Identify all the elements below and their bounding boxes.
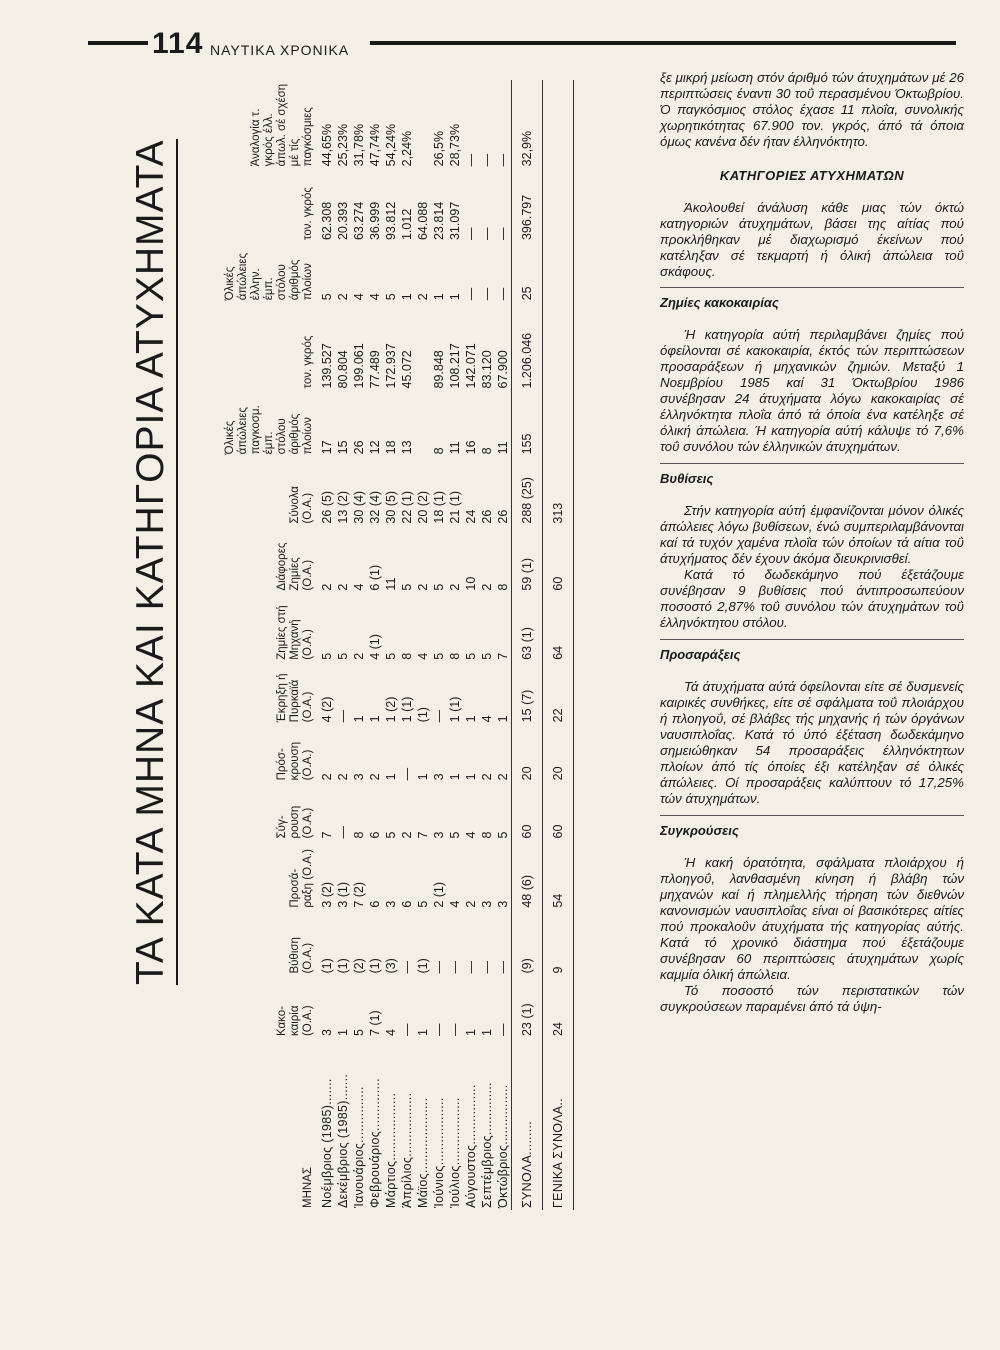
value-cell: 3 bbox=[384, 900, 398, 908]
column-header: Κακο- καιρία (Ο.Α.) bbox=[276, 1005, 314, 1037]
value-cell: 60 bbox=[512, 782, 543, 840]
value-cell: 5 bbox=[496, 831, 510, 839]
month-cell: Νοέμβριος (1985)....... bbox=[320, 1078, 334, 1208]
value-cell: 64 bbox=[543, 593, 574, 662]
value-cell: 172.937 bbox=[384, 343, 398, 389]
value-cell: 2,24% bbox=[400, 130, 414, 167]
value-cell: 2 bbox=[464, 900, 478, 908]
value-cell: (1) bbox=[416, 958, 430, 974]
value-cell: 2 bbox=[336, 583, 350, 591]
value-cell: 9 bbox=[543, 910, 574, 976]
value-cell: 313 bbox=[543, 456, 574, 525]
accidents-table bbox=[195, 80, 574, 1210]
value-cell: 5 bbox=[384, 652, 398, 660]
month-cell: ΣΥΝΟΛΑ......... bbox=[512, 1038, 543, 1210]
value-cell: 5 bbox=[448, 831, 462, 839]
value-cell: 6 bbox=[368, 900, 382, 908]
value-cell: 199.061 bbox=[352, 343, 366, 389]
value-cell: 83.120 bbox=[480, 350, 494, 389]
column-header: Ζημίες στή Μηχανή (Ο.Α.) bbox=[276, 605, 314, 660]
value-cell: (9) bbox=[512, 910, 543, 976]
column-header: Διάφορες Ζημίες (Ο.Α.) bbox=[276, 542, 314, 591]
table-row bbox=[351, 80, 367, 1210]
month-cell: Δεκέμβριος (1985)....... bbox=[336, 1073, 350, 1208]
tot-row bbox=[512, 80, 543, 1210]
value-cell: 6 bbox=[368, 831, 382, 839]
column-header: Σύγ- ρουση (Ο.Α.) bbox=[276, 805, 314, 839]
value-cell: 11 bbox=[496, 441, 510, 455]
value-cell: 5 bbox=[400, 583, 414, 591]
value-cell: 2 bbox=[416, 293, 430, 301]
month-cell: Ίούνιος.................. bbox=[432, 1097, 446, 1208]
value-cell: 3 bbox=[480, 900, 494, 908]
value-cell: — bbox=[480, 961, 494, 974]
value-cell: 20.393 bbox=[336, 201, 350, 241]
value-cell: 4 (2) bbox=[320, 696, 334, 723]
month-cell: ΓΕΝΙΚΑ ΣΥΝΟΛΑ.. bbox=[543, 1038, 574, 1210]
value-cell: 2 bbox=[320, 583, 334, 591]
table-row bbox=[431, 80, 447, 1210]
value-cell: 54 bbox=[543, 840, 574, 909]
table-row bbox=[479, 80, 495, 1210]
value-cell: 1 (1) bbox=[400, 696, 414, 723]
value-cell bbox=[543, 168, 574, 242]
value-cell: 64.088 bbox=[416, 201, 430, 241]
value-cell: 8 bbox=[432, 447, 446, 455]
value-cell: 25,23% bbox=[336, 123, 350, 167]
value-cell: 10 bbox=[464, 576, 478, 591]
value-cell: 5 bbox=[384, 831, 398, 839]
paragraph-sinkings-1: Στήν κατηγορία αύτή έμφανίζονται μόνον όλικές άπώλειες λόγω βυθίσεων, ένώ συμπεριλαμβάνονται καί τά τυχόν χαμένα πλοΐα τών όποίων τά αίτια τοΰ άτυχήματος δέν έχουν άκόμα διευκρινισθεί. bbox=[660, 503, 964, 566]
value-cell: 54,24% bbox=[384, 123, 398, 167]
value-cell: 2 bbox=[368, 773, 382, 781]
value-cell: 4 bbox=[480, 715, 494, 723]
value-cell: 36.999 bbox=[368, 201, 382, 241]
value-cell bbox=[543, 302, 574, 390]
value-cell: 20 (2) bbox=[416, 490, 430, 524]
value-cell: 60 bbox=[543, 782, 574, 840]
value-cell: 2 bbox=[336, 293, 350, 301]
value-cell: 2 bbox=[352, 652, 366, 660]
month-cell: Άπρίλιος................. bbox=[400, 1092, 414, 1208]
value-cell: 1 bbox=[496, 715, 510, 723]
value-cell: 25 bbox=[512, 242, 543, 302]
value-cell: 1 bbox=[432, 293, 446, 301]
value-cell bbox=[543, 391, 574, 457]
value-cell: — bbox=[432, 961, 446, 974]
table-row bbox=[447, 80, 463, 1210]
table-row bbox=[383, 80, 399, 1210]
value-cell: 5 bbox=[464, 652, 478, 660]
value-cell: 1 bbox=[448, 773, 462, 781]
value-cell: 5 bbox=[336, 652, 350, 660]
value-cell: — bbox=[464, 227, 478, 241]
value-cell: 1 bbox=[480, 1029, 494, 1037]
value-cell: 26 (5) bbox=[320, 490, 334, 524]
value-cell: — bbox=[336, 825, 350, 839]
value-cell: — bbox=[496, 961, 510, 974]
value-cell: 2 bbox=[320, 773, 334, 781]
value-cell: 3 bbox=[352, 773, 366, 781]
value-cell: 89.848 bbox=[432, 350, 446, 389]
value-cell: 5 bbox=[320, 293, 334, 301]
value-cell: 48 (6) bbox=[512, 840, 543, 909]
value-cell: — bbox=[496, 153, 510, 167]
value-cell: 6 bbox=[400, 900, 414, 908]
column-header: Πρόσ- κρουση (Ο.Α.) bbox=[276, 741, 314, 781]
value-cell: 5 bbox=[432, 652, 446, 660]
value-cell: (1) bbox=[336, 958, 350, 974]
column-header: Όλικές άπώλειες παγκοσμ. έμπ. στόλου άριθμός πλοίων bbox=[224, 405, 314, 455]
heading-weather-damage: Ζημίες κακοκαιρίας bbox=[660, 295, 779, 310]
column-header: τον. γκρός bbox=[302, 335, 314, 389]
value-cell: 2 bbox=[480, 583, 494, 591]
value-cell: 142.071 bbox=[464, 343, 478, 389]
column-header: Άναλογία τ. γκρός έλλ. άπωλ. σέ σχέση μέ τίς παγκόσμιες bbox=[250, 83, 314, 167]
value-cell: (3) bbox=[384, 958, 398, 974]
value-cell: — bbox=[400, 961, 414, 974]
value-cell bbox=[543, 242, 574, 302]
value-cell: 26 bbox=[496, 509, 510, 524]
value-cell: 1 bbox=[464, 773, 478, 781]
value-cell: 5 bbox=[480, 652, 494, 660]
value-cell: 155 bbox=[512, 391, 543, 457]
value-cell: 8 bbox=[352, 831, 366, 839]
table-row bbox=[335, 80, 351, 1210]
value-cell: 8 bbox=[480, 447, 494, 455]
value-cell: — bbox=[464, 961, 478, 974]
publication-name: ΝΑΥΤΙΚΑ ΧΡΟΝΙΚΑ bbox=[206, 41, 353, 59]
section-intro: Άκολουθεί άνάλυση κάθε μιας τών όκτώ κατηγοριών άτυχημάτων, βάσει της αίτίας πού προκλήθηκαν μέ διαχωρισμό έκείνων πού κατέληξαν σέ τεκμαρτή ή όλική άπώλεια τοΰ σκάφους. bbox=[660, 200, 964, 279]
value-cell: 44,65% bbox=[320, 123, 334, 167]
value-cell: 1 (2) bbox=[384, 696, 398, 723]
header-rule-right bbox=[370, 41, 956, 45]
value-cell: 4 bbox=[464, 831, 478, 839]
value-cell: 5 bbox=[352, 1029, 366, 1037]
paragraph-weather-damage: Ή κατηγορία αύτή περιλαμβάνει ζημίες πού όφείλονται σέ κακοκαιρία, έκτός τών περιπτώσεων προσαράξεων ή μηχανικών ζημιών. Μεταξύ 1 Νοεμβρίου 1985 καί 31 Όκτωβρίου 1986 συνέβησαν 24 άτυχήματα λόγω κακοκαιρίας σέ έλληνόκτητα πλοΐα άπό τά όποία ένα κατέληξε σέ όλική άπώλεια. Ή κατηγορία αύτή κάλυψε τό 7,6% τοΰ συνόλου τών έλληνικών άτυχημάτων. bbox=[660, 327, 964, 454]
month-cell: Σεπτέμβριος.............. bbox=[480, 1082, 494, 1208]
value-cell: 23.814 bbox=[432, 201, 446, 241]
value-cell: 31.097 bbox=[448, 201, 462, 241]
value-cell: 47,74% bbox=[368, 123, 382, 167]
value-cell: — bbox=[464, 153, 478, 167]
value-cell: 26,5% bbox=[432, 130, 446, 167]
value-cell: 80.804 bbox=[336, 350, 350, 389]
value-cell: (2) bbox=[352, 958, 366, 974]
value-cell: 60 bbox=[543, 526, 574, 593]
value-cell: 26 bbox=[480, 509, 494, 524]
table-header-row bbox=[195, 80, 319, 1210]
value-cell: 22 bbox=[543, 662, 574, 725]
table-row bbox=[463, 80, 479, 1210]
value-cell: 4 bbox=[352, 293, 366, 301]
value-cell: 3 bbox=[496, 900, 510, 908]
value-cell: 24 bbox=[543, 976, 574, 1039]
value-cell: 108.217 bbox=[448, 343, 462, 389]
value-cell: 2 bbox=[496, 773, 510, 781]
value-cell: 8 bbox=[480, 831, 494, 839]
value-cell bbox=[543, 80, 574, 168]
value-cell: 288 (25) bbox=[512, 456, 543, 525]
table-row bbox=[319, 80, 335, 1210]
value-cell: 15 bbox=[336, 440, 350, 455]
column-header: τον. γκρός bbox=[302, 187, 314, 241]
value-cell: (1) bbox=[416, 707, 430, 723]
value-cell: — bbox=[400, 767, 414, 781]
value-cell: 18 bbox=[384, 440, 398, 455]
value-cell: 1.012 bbox=[400, 208, 414, 241]
value-cell: 1 bbox=[352, 715, 366, 723]
value-cell: 12 bbox=[368, 440, 382, 455]
table-row bbox=[367, 80, 383, 1210]
value-cell: 5 bbox=[384, 293, 398, 301]
value-cell: — bbox=[480, 153, 494, 167]
value-cell: 23 (1) bbox=[512, 976, 543, 1039]
value-cell: 59 (1) bbox=[512, 526, 543, 593]
value-cell: 24 bbox=[464, 509, 478, 524]
heading-sinkings: Βυθίσεις bbox=[660, 471, 714, 486]
value-cell bbox=[415, 391, 431, 457]
value-cell: 17 bbox=[320, 440, 334, 455]
value-cell: 21 (1) bbox=[448, 490, 462, 524]
paragraph-sinkings-2: Κατά τό δωδεκάμηνο πού έξετάζουμε συνέβησαν 9 βυθίσεις πού άντιπροσωπεύουν ποσοστό 2,87% τοΰ συνόλου τών άτυχημάτων τοΰ έλληνόκτητου στόλου. bbox=[660, 567, 964, 630]
value-cell bbox=[415, 302, 431, 390]
heading-groundings: Προσαράξεις bbox=[660, 647, 741, 662]
value-cell: — bbox=[480, 227, 494, 241]
table-row bbox=[495, 80, 512, 1210]
value-cell: 4 bbox=[416, 652, 430, 660]
value-cell: — bbox=[496, 227, 510, 241]
column-header: Όλικές άπώλειες έλλην. έμπ. στόλου άριθμός πλοίων bbox=[224, 253, 314, 301]
column-header: Βύθιση (Ο.Α.) bbox=[289, 937, 314, 974]
article-intro: ξε μικρή μείωση στόν άριθμό τών άτυχημάτων μέ 26 περιπτώσεις έναντι 30 τοΰ περασμένου Όκτωβρίου. Ό παγκόσμιος στόλος έχασε 11 πλοΐα, συνολικής χωρητικότητας 67.900 τον. γκρός, άπό τά όποια όμως κανένα δέν ήταν έλληνόκτητο. bbox=[660, 70, 964, 149]
value-cell: 7 (1) bbox=[368, 1010, 382, 1037]
value-cell: 26 bbox=[352, 440, 366, 455]
value-cell: (1) bbox=[368, 958, 382, 974]
value-cell: 28,73% bbox=[448, 123, 462, 167]
value-cell: 7 bbox=[416, 831, 430, 839]
value-cell: 2 bbox=[448, 583, 462, 591]
value-cell: 30 (5) bbox=[384, 490, 398, 524]
value-cell: 8 bbox=[496, 583, 510, 591]
value-cell: 4 bbox=[448, 900, 462, 908]
page-number: 114 bbox=[148, 27, 207, 61]
column-header: ΜΗΝΑΣ bbox=[302, 1167, 314, 1208]
value-cell: 62.308 bbox=[320, 201, 334, 241]
value-cell: 5 bbox=[320, 652, 334, 660]
value-cell: 93.812 bbox=[384, 201, 398, 241]
column-header: Σύνολα (Ο.Α.) bbox=[289, 486, 314, 524]
value-cell: — bbox=[336, 709, 350, 723]
value-cell: 1 bbox=[368, 715, 382, 723]
value-cell: 1 bbox=[416, 773, 430, 781]
value-cell bbox=[415, 80, 431, 168]
value-cell: 8 bbox=[400, 652, 414, 660]
value-cell: 22 (1) bbox=[400, 490, 414, 524]
value-cell: 4 (1) bbox=[368, 634, 382, 660]
value-cell: 32 (4) bbox=[368, 490, 382, 524]
value-cell: 20 bbox=[512, 724, 543, 782]
value-cell: 20 bbox=[543, 724, 574, 782]
section-heading: ΚΑΤΗΓΟΡΙΕΣ ΑΤΥΧΗΜΑΤΩΝ bbox=[719, 168, 905, 183]
value-cell: 5 bbox=[416, 900, 430, 908]
value-cell: 2 (1) bbox=[432, 881, 446, 908]
value-cell: 63 (1) bbox=[512, 593, 543, 662]
value-cell: — bbox=[400, 1023, 414, 1037]
value-cell: 8 bbox=[448, 652, 462, 660]
value-cell: 1 bbox=[384, 773, 398, 781]
value-cell: 30 (4) bbox=[352, 490, 366, 524]
value-cell: 3 bbox=[432, 773, 446, 781]
paragraph-collisions-1: Ή κακή όρατότητα, σφάλματα πλοιάρχου ή πλοηγοΰ, λανθασμένη κίνηση ή βλάβη τών μηχανών καί ή πλημελλής τήρηση τών διεθνών κανονισμών ναυσιπλοΐας είναι οί βασικότερες αίτίες πού προκαλοΰν άτυχήματα τής κατηγορίας αύτής. Κατά τό χρονικό διάστημα πού έξετάζουμε συνέβησαν 60 περιπτώσεις άτυχημάτων χωρίς καμμία όλική άπώλεια. bbox=[660, 855, 964, 982]
value-cell: 13 bbox=[400, 440, 414, 455]
paragraph-collisions-2: Τό ποσοστό τών περιστατικών τών συγκρούσεων παραμένει άπό τά ύψη- bbox=[660, 983, 964, 1014]
table-row bbox=[399, 80, 415, 1210]
rotated-table-panel bbox=[129, 80, 650, 1210]
value-cell: 11 bbox=[448, 441, 462, 455]
value-cell: 139.527 bbox=[320, 343, 334, 389]
month-cell: Ίούλιος.................. bbox=[448, 1097, 462, 1208]
column-header: Προσά- ραξη (Ο.Α.) bbox=[289, 849, 314, 908]
value-cell: 2 bbox=[416, 583, 430, 591]
value-cell: 13 (2) bbox=[336, 490, 350, 524]
month-cell: Όκτώβριος................ bbox=[496, 1084, 510, 1208]
value-cell: — bbox=[464, 287, 478, 301]
heading-collisions: Συγκρούσεις bbox=[660, 823, 739, 838]
table-title: ΤΑ ΚΑΤΑ ΜΗΝΑ ΚΑΙ ΚΑΤΗΓΟΡΙΑ ΑΤΥΧΗΜΑΤΑ bbox=[128, 139, 178, 985]
value-cell: 2 bbox=[480, 773, 494, 781]
value-cell: 15 (7) bbox=[512, 662, 543, 725]
value-cell: 1 bbox=[448, 293, 462, 301]
value-cell: 3 bbox=[432, 831, 446, 839]
value-cell: — bbox=[432, 1023, 446, 1037]
paragraph-groundings: Τά άτυχήματα αύτά όφείλονται είτε σέ δυσμενείς καιρικές συνθήκες, είτε σέ σφάλματα τοΰ πλοιάρχου ή πλοηγοΰ, σέ βλάβες τής μηχανής ή τών όργάνων ναυσιπλοΐας. Κατά τό ύπό έξέταση δωδεκάμηνο σημειώθηκαν 54 προσαράξεις έλληνόκτητων πλοίων άπό τίς όποίες έξι κατέληξαν σέ όλικές άπώλειες. Οί προσαράξεις καλύπτουν τό 17,25% τών άτυχημάτων. bbox=[660, 679, 964, 806]
month-cell: Μάρτιος.................. bbox=[384, 1092, 398, 1208]
value-cell: 1 bbox=[400, 293, 414, 301]
value-cell: 3 (2) bbox=[320, 881, 334, 908]
month-cell: Ίανουάριος............... bbox=[352, 1086, 366, 1208]
value-cell: (1) bbox=[320, 958, 334, 974]
value-cell: 1 bbox=[464, 715, 478, 723]
table-row bbox=[415, 80, 431, 1210]
value-cell: — bbox=[496, 1023, 510, 1037]
value-cell: 32,9% bbox=[512, 80, 543, 168]
value-cell: 4 bbox=[384, 1029, 398, 1037]
value-cell: 396.797 bbox=[512, 168, 543, 242]
value-cell: 1.206.046 bbox=[512, 302, 543, 390]
value-cell: 1 (1) bbox=[448, 696, 462, 723]
month-cell: Φεβρουάριος.............. bbox=[368, 1078, 382, 1208]
gtot-row bbox=[543, 80, 574, 1210]
value-cell: 1 bbox=[336, 1029, 350, 1037]
value-cell: 6 (1) bbox=[368, 564, 382, 591]
column-header: Έκρηξη ή Πυρκαϊά (Ο.Α.) bbox=[276, 673, 314, 723]
article-column bbox=[660, 70, 964, 1015]
value-cell: 7 bbox=[320, 831, 334, 839]
value-cell: 31,78% bbox=[352, 123, 366, 167]
value-cell: 1 bbox=[416, 1029, 430, 1037]
value-cell: 63.274 bbox=[352, 201, 366, 241]
value-cell: 4 bbox=[368, 293, 382, 301]
value-cell: 16 bbox=[464, 440, 478, 455]
value-cell: — bbox=[432, 709, 446, 723]
header-rule-left bbox=[88, 41, 150, 45]
table-body bbox=[319, 80, 574, 1210]
value-cell: — bbox=[448, 961, 462, 974]
value-cell: 45.072 bbox=[400, 350, 414, 389]
value-cell: 67.900 bbox=[496, 350, 510, 389]
value-cell: 1 bbox=[464, 1029, 478, 1037]
value-cell: 3 bbox=[320, 1029, 334, 1037]
value-cell: — bbox=[496, 287, 510, 301]
value-cell: 77.489 bbox=[368, 350, 382, 389]
value-cell: 7 (2) bbox=[352, 881, 366, 908]
month-cell: Μάϊος.................... bbox=[416, 1097, 430, 1208]
value-cell: 3 (1) bbox=[336, 881, 350, 908]
value-cell: 18 (1) bbox=[432, 490, 446, 524]
value-cell: — bbox=[480, 287, 494, 301]
value-cell: 2 bbox=[336, 773, 350, 781]
value-cell: 7 bbox=[496, 652, 510, 660]
value-cell: 11 bbox=[384, 577, 398, 591]
value-cell: 4 bbox=[352, 583, 366, 591]
value-cell: 2 bbox=[400, 831, 414, 839]
value-cell: — bbox=[448, 1023, 462, 1037]
month-cell: Αύγουστος................ bbox=[464, 1084, 478, 1208]
value-cell: 5 bbox=[432, 583, 446, 591]
